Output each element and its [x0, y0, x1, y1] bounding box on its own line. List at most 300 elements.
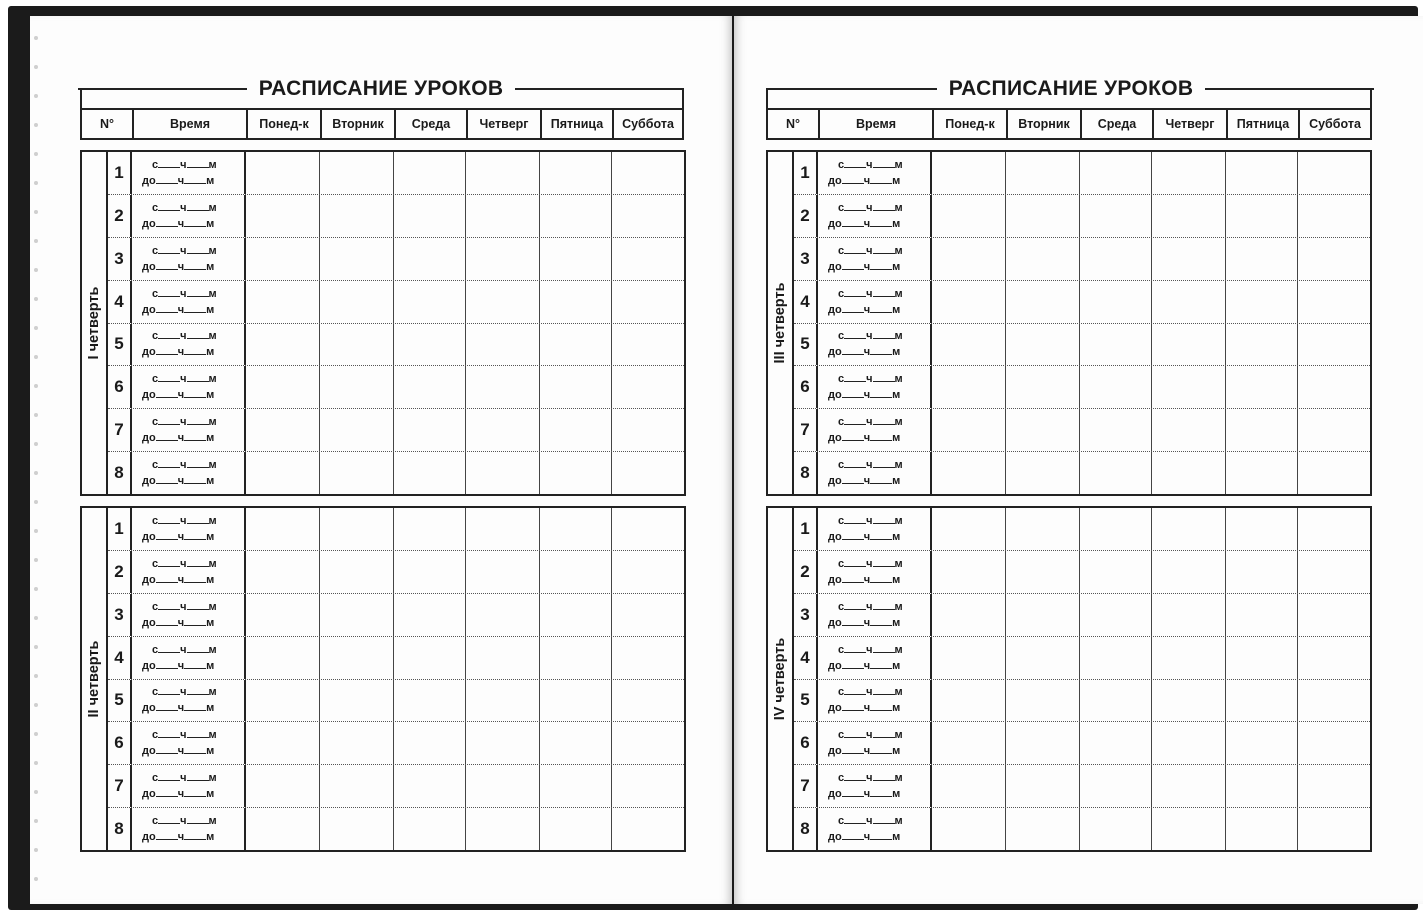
cell-monday[interactable]	[932, 508, 1006, 550]
time-prefix: с	[838, 459, 845, 472]
cell-thursday[interactable]	[1152, 366, 1226, 408]
cell-monday[interactable]	[246, 152, 320, 194]
cell-tuesday[interactable]	[320, 637, 394, 679]
cell-monday[interactable]	[246, 551, 320, 593]
cell-tuesday[interactable]	[320, 765, 394, 807]
cell-thursday[interactable]	[1152, 808, 1226, 850]
header-friday: Пятница	[542, 110, 614, 138]
cell-friday[interactable]	[540, 195, 612, 237]
cell-monday[interactable]	[932, 324, 1006, 366]
hours-unit: ч	[180, 600, 187, 613]
cell-monday[interactable]	[932, 409, 1006, 451]
cell-wednesday[interactable]	[1080, 366, 1152, 408]
cell-tuesday[interactable]	[320, 722, 394, 764]
cell-tuesday[interactable]	[320, 366, 394, 408]
cell-monday[interactable]	[932, 594, 1006, 636]
hours-blank	[156, 260, 178, 270]
cell-friday[interactable]	[540, 637, 612, 679]
cell-saturday[interactable]	[612, 722, 684, 764]
cell-saturday[interactable]	[1298, 508, 1370, 550]
cell-friday[interactable]	[540, 722, 612, 764]
cell-friday[interactable]	[540, 366, 612, 408]
cell-friday[interactable]	[1226, 594, 1298, 636]
cell-wednesday[interactable]	[1080, 195, 1152, 237]
lesson-time-cell[interactable]	[818, 281, 932, 323]
cell-saturday[interactable]	[612, 551, 684, 593]
cell-wednesday[interactable]	[394, 551, 466, 593]
time-prefix: с	[152, 772, 159, 785]
cell-tuesday[interactable]	[320, 195, 394, 237]
cell-friday[interactable]	[1226, 637, 1298, 679]
cell-saturday[interactable]	[612, 680, 684, 722]
cell-thursday[interactable]	[1152, 324, 1226, 366]
time-prefix: с	[838, 287, 845, 300]
cell-friday[interactable]	[540, 238, 612, 280]
cell-thursday[interactable]	[466, 152, 540, 194]
cell-monday[interactable]	[246, 594, 320, 636]
hours-blank	[156, 174, 178, 184]
cell-monday[interactable]	[932, 452, 1006, 494]
cell-wednesday[interactable]	[1080, 722, 1152, 764]
hours-blank	[842, 701, 864, 711]
minutes-blank	[187, 557, 209, 567]
cell-monday[interactable]	[246, 765, 320, 807]
cell-thursday[interactable]	[466, 508, 540, 550]
hours-blank	[158, 458, 180, 468]
lesson-time-cell[interactable]	[818, 409, 932, 451]
cell-tuesday[interactable]	[1006, 594, 1080, 636]
cell-thursday[interactable]	[466, 765, 540, 807]
hours-unit: ч	[177, 260, 185, 273]
cell-tuesday[interactable]	[1006, 551, 1080, 593]
cell-wednesday[interactable]	[394, 452, 466, 494]
cell-thursday[interactable]	[466, 281, 540, 323]
cell-tuesday[interactable]	[320, 238, 394, 280]
cell-tuesday[interactable]	[1006, 808, 1080, 850]
minutes-unit: м	[892, 432, 901, 445]
quarter-block	[80, 506, 686, 852]
cell-monday[interactable]	[932, 637, 1006, 679]
cell-wednesday[interactable]	[394, 594, 466, 636]
cell-saturday[interactable]	[612, 324, 684, 366]
cell-wednesday[interactable]	[1080, 637, 1152, 679]
cell-monday[interactable]	[246, 366, 320, 408]
cell-thursday[interactable]	[1152, 551, 1226, 593]
cell-wednesday[interactable]	[394, 765, 466, 807]
cell-saturday[interactable]	[1298, 195, 1370, 237]
cell-tuesday[interactable]	[320, 409, 394, 451]
cell-saturday[interactable]	[612, 366, 684, 408]
cell-wednesday[interactable]	[1080, 324, 1152, 366]
hours-unit: ч	[866, 158, 873, 171]
lesson-time-cell[interactable]	[818, 152, 932, 194]
cell-saturday[interactable]	[612, 508, 684, 550]
cell-thursday[interactable]	[466, 324, 540, 366]
cell-wednesday[interactable]	[394, 366, 466, 408]
cell-saturday[interactable]	[612, 195, 684, 237]
cell-saturday[interactable]	[1298, 722, 1370, 764]
cell-thursday[interactable]	[466, 366, 540, 408]
cell-monday[interactable]	[246, 238, 320, 280]
cell-tuesday[interactable]	[1006, 637, 1080, 679]
lesson-time-cell[interactable]	[132, 324, 246, 366]
hours-blank	[844, 372, 866, 382]
cell-saturday[interactable]	[612, 808, 684, 850]
lesson-time-cell[interactable]	[818, 637, 932, 679]
lesson-time-cell[interactable]	[132, 680, 246, 722]
hours-blank	[156, 217, 178, 227]
hours-blank	[156, 474, 178, 484]
cell-friday[interactable]	[540, 281, 612, 323]
cell-saturday[interactable]	[1298, 152, 1370, 194]
cell-tuesday[interactable]	[320, 508, 394, 550]
lesson-time-cell[interactable]	[132, 409, 246, 451]
cell-saturday[interactable]	[1298, 452, 1370, 494]
lesson-time-cell[interactable]	[132, 452, 246, 494]
minutes-blank	[873, 372, 895, 382]
lesson-time-cell[interactable]	[132, 765, 246, 807]
cell-monday[interactable]	[246, 195, 320, 237]
lesson-time-cell[interactable]	[132, 551, 246, 593]
lesson-time-cell[interactable]	[818, 195, 932, 237]
lesson-time-cell[interactable]	[818, 452, 932, 494]
header-saturday: Суббота	[622, 117, 674, 131]
cell-friday[interactable]	[1226, 366, 1298, 408]
lesson-time-cell[interactable]	[818, 594, 932, 636]
cell-wednesday[interactable]	[1080, 238, 1152, 280]
hours-blank	[158, 158, 180, 168]
hours-unit: ч	[180, 557, 187, 570]
hours-blank	[842, 474, 864, 484]
cell-thursday[interactable]	[466, 637, 540, 679]
cell-saturday[interactable]	[612, 152, 684, 194]
cell-tuesday[interactable]	[320, 152, 394, 194]
cell-monday[interactable]	[246, 637, 320, 679]
cell-friday[interactable]	[540, 765, 612, 807]
cell-friday[interactable]	[540, 551, 612, 593]
cell-friday[interactable]	[1226, 238, 1298, 280]
cell-monday[interactable]	[246, 808, 320, 850]
lesson-time-cell[interactable]	[818, 238, 932, 280]
cell-tuesday[interactable]	[320, 551, 394, 593]
lesson-number: 1	[794, 152, 818, 194]
cell-friday[interactable]	[1226, 765, 1298, 807]
hours-unit: ч	[180, 686, 187, 699]
cell-saturday[interactable]	[1298, 409, 1370, 451]
minutes-blank	[184, 174, 206, 184]
hole	[34, 819, 38, 823]
cell-wednesday[interactable]	[394, 409, 466, 451]
lesson-row	[108, 808, 684, 850]
lesson-time-cell[interactable]	[818, 551, 932, 593]
time-prefix: до	[142, 217, 156, 230]
cell-thursday[interactable]	[1152, 722, 1226, 764]
hours-unit: ч	[863, 260, 871, 273]
cell-friday[interactable]	[540, 452, 612, 494]
time-prefix: с	[152, 729, 159, 742]
minutes-blank	[187, 372, 209, 382]
time-to-line	[828, 216, 930, 232]
cell-saturday[interactable]	[1298, 808, 1370, 850]
cell-monday[interactable]	[246, 324, 320, 366]
cell-tuesday[interactable]	[1006, 281, 1080, 323]
time-to-line	[828, 700, 930, 716]
lesson-time-cell[interactable]	[132, 281, 246, 323]
cell-tuesday[interactable]	[320, 281, 394, 323]
cell-monday[interactable]	[932, 808, 1006, 850]
cell-saturday[interactable]	[612, 238, 684, 280]
cell-tuesday[interactable]	[320, 594, 394, 636]
cell-tuesday[interactable]	[320, 808, 394, 850]
cell-friday[interactable]	[540, 594, 612, 636]
cell-monday[interactable]	[932, 551, 1006, 593]
cell-friday[interactable]	[540, 808, 612, 850]
cell-thursday[interactable]	[466, 195, 540, 237]
cell-friday[interactable]	[1226, 508, 1298, 550]
minutes-unit: м	[892, 616, 901, 629]
lesson-time-cell[interactable]	[132, 508, 246, 550]
cell-wednesday[interactable]	[394, 637, 466, 679]
cell-tuesday[interactable]	[1006, 366, 1080, 408]
cell-saturday[interactable]	[1298, 594, 1370, 636]
cell-friday[interactable]	[1226, 808, 1298, 850]
cell-monday[interactable]	[932, 238, 1006, 280]
lesson-time-cell[interactable]	[132, 637, 246, 679]
cell-monday[interactable]	[246, 508, 320, 550]
cell-tuesday[interactable]	[320, 324, 394, 366]
cell-thursday[interactable]	[1152, 508, 1226, 550]
cell-wednesday[interactable]	[1080, 594, 1152, 636]
hours-unit: ч	[866, 201, 873, 214]
cell-wednesday[interactable]	[394, 238, 466, 280]
minutes-blank	[873, 415, 895, 425]
cell-tuesday[interactable]	[1006, 152, 1080, 194]
time-to-line	[142, 473, 244, 489]
cell-thursday[interactable]	[466, 452, 540, 494]
cell-saturday[interactable]	[612, 281, 684, 323]
minutes-unit: м	[892, 573, 901, 586]
cell-tuesday[interactable]	[1006, 765, 1080, 807]
lesson-time-cell[interactable]	[818, 366, 932, 408]
lesson-time-cell[interactable]	[132, 238, 246, 280]
lesson-time-cell[interactable]	[132, 808, 246, 850]
lesson-time-cell[interactable]	[818, 508, 932, 550]
minutes-blank	[187, 158, 209, 168]
cell-wednesday[interactable]	[394, 324, 466, 366]
cell-thursday[interactable]	[1152, 452, 1226, 494]
cell-wednesday[interactable]	[394, 195, 466, 237]
cell-friday[interactable]	[540, 324, 612, 366]
cell-friday[interactable]	[540, 152, 612, 194]
cell-wednesday[interactable]	[1080, 152, 1152, 194]
cell-thursday[interactable]	[1152, 594, 1226, 636]
cell-monday[interactable]	[246, 409, 320, 451]
lesson-time-cell[interactable]	[818, 324, 932, 366]
cell-thursday[interactable]	[1152, 680, 1226, 722]
lesson-time-cell[interactable]	[132, 366, 246, 408]
cell-tuesday[interactable]	[1006, 238, 1080, 280]
time-prefix: с	[152, 514, 159, 527]
lesson-row	[108, 409, 684, 452]
cell-monday[interactable]	[246, 722, 320, 764]
time-prefix: до	[142, 303, 156, 316]
minutes-unit: м	[206, 432, 215, 445]
minutes-unit: м	[206, 745, 215, 758]
cell-saturday[interactable]	[1298, 680, 1370, 722]
cell-monday[interactable]	[932, 281, 1006, 323]
cell-friday[interactable]	[1226, 152, 1298, 194]
cell-friday[interactable]	[1226, 281, 1298, 323]
cell-wednesday[interactable]	[1080, 452, 1152, 494]
cell-wednesday[interactable]	[394, 808, 466, 850]
cell-tuesday[interactable]	[1006, 409, 1080, 451]
cell-thursday[interactable]	[1152, 152, 1226, 194]
cell-monday[interactable]	[932, 680, 1006, 722]
lesson-time-cell[interactable]	[818, 808, 932, 850]
cell-wednesday[interactable]	[1080, 680, 1152, 722]
lesson-time-cell[interactable]	[818, 722, 932, 764]
cell-friday[interactable]	[1226, 195, 1298, 237]
lesson-row	[108, 195, 684, 238]
minutes-unit: м	[892, 217, 901, 230]
cell-tuesday[interactable]	[320, 680, 394, 722]
lesson-time-cell[interactable]	[132, 152, 246, 194]
cell-friday[interactable]	[1226, 551, 1298, 593]
cell-friday[interactable]	[1226, 409, 1298, 451]
cell-tuesday[interactable]	[1006, 722, 1080, 764]
cell-thursday[interactable]	[466, 594, 540, 636]
cell-saturday[interactable]	[1298, 281, 1370, 323]
cell-saturday[interactable]	[1298, 551, 1370, 593]
hours-blank	[842, 530, 864, 540]
lesson-row	[108, 722, 684, 765]
minutes-unit: м	[894, 244, 903, 257]
cell-thursday[interactable]	[1152, 195, 1226, 237]
lesson-time-cell[interactable]	[132, 195, 246, 237]
minutes-unit: м	[894, 815, 903, 828]
cell-friday[interactable]	[1226, 324, 1298, 366]
hours-blank	[158, 643, 180, 653]
cell-tuesday[interactable]	[320, 452, 394, 494]
cell-monday[interactable]	[246, 281, 320, 323]
cell-thursday[interactable]	[1152, 238, 1226, 280]
cell-tuesday[interactable]	[1006, 324, 1080, 366]
cell-thursday[interactable]	[1152, 637, 1226, 679]
header-thursday: Четверг	[468, 110, 542, 138]
cell-wednesday[interactable]	[394, 281, 466, 323]
cell-tuesday[interactable]	[1006, 452, 1080, 494]
minutes-unit: м	[894, 287, 903, 300]
cell-saturday[interactable]	[612, 452, 684, 494]
lesson-row	[108, 680, 684, 723]
cell-saturday[interactable]	[1298, 637, 1370, 679]
cell-wednesday[interactable]	[1080, 281, 1152, 323]
cell-thursday[interactable]	[466, 680, 540, 722]
hours-blank	[844, 600, 866, 610]
cell-thursday[interactable]	[1152, 281, 1226, 323]
cell-friday[interactable]	[540, 508, 612, 550]
cell-tuesday[interactable]	[1006, 680, 1080, 722]
minutes-unit: м	[208, 244, 217, 257]
lesson-number: 4	[794, 637, 818, 679]
cell-friday[interactable]	[540, 409, 612, 451]
cell-friday[interactable]	[1226, 452, 1298, 494]
quarter-block	[766, 506, 1372, 852]
hole	[34, 123, 38, 127]
cell-saturday[interactable]	[612, 765, 684, 807]
hours-blank	[844, 771, 866, 781]
cell-wednesday[interactable]	[394, 680, 466, 722]
lesson-number: 3	[108, 594, 132, 636]
lesson-row	[108, 238, 684, 281]
hours-unit: ч	[180, 729, 187, 742]
minutes-blank	[870, 303, 892, 313]
cell-wednesday[interactable]	[1080, 808, 1152, 850]
cell-monday[interactable]	[932, 765, 1006, 807]
cell-saturday[interactable]	[1298, 324, 1370, 366]
cell-monday[interactable]	[932, 152, 1006, 194]
hours-unit: ч	[177, 788, 185, 801]
minutes-unit: м	[206, 174, 215, 187]
cell-wednesday[interactable]	[1080, 551, 1152, 593]
lesson-time-cell[interactable]	[132, 722, 246, 764]
minutes-unit: м	[206, 475, 215, 488]
hours-blank	[842, 303, 864, 313]
cell-monday[interactable]	[932, 722, 1006, 764]
cell-monday[interactable]	[246, 680, 320, 722]
cell-friday[interactable]	[540, 680, 612, 722]
cell-thursday[interactable]	[466, 551, 540, 593]
cell-saturday[interactable]	[1298, 238, 1370, 280]
lesson-time-cell[interactable]	[818, 765, 932, 807]
cell-friday[interactable]	[1226, 722, 1298, 764]
lesson-row	[108, 366, 684, 409]
minutes-blank	[187, 415, 209, 425]
cell-tuesday[interactable]	[1006, 508, 1080, 550]
hours-unit: ч	[180, 514, 187, 527]
cell-saturday[interactable]	[1298, 765, 1370, 807]
lesson-time-cell[interactable]	[818, 680, 932, 722]
cell-thursday[interactable]	[1152, 409, 1226, 451]
minutes-blank	[184, 787, 206, 797]
cell-wednesday[interactable]	[394, 722, 466, 764]
lesson-time-cell[interactable]	[132, 594, 246, 636]
cell-monday[interactable]	[246, 452, 320, 494]
cell-thursday[interactable]	[466, 409, 540, 451]
cell-wednesday[interactable]	[394, 508, 466, 550]
cell-wednesday[interactable]	[1080, 409, 1152, 451]
cell-thursday[interactable]	[466, 722, 540, 764]
cell-friday[interactable]	[1226, 680, 1298, 722]
cell-wednesday[interactable]	[1080, 508, 1152, 550]
cell-saturday[interactable]	[1298, 366, 1370, 408]
cell-saturday[interactable]	[612, 409, 684, 451]
minutes-unit: м	[206, 831, 215, 844]
cell-monday[interactable]	[932, 366, 1006, 408]
cell-thursday[interactable]	[466, 238, 540, 280]
header-row	[82, 108, 682, 138]
cell-thursday[interactable]	[1152, 765, 1226, 807]
cell-wednesday[interactable]	[1080, 765, 1152, 807]
cell-tuesday[interactable]	[1006, 195, 1080, 237]
cell-thursday[interactable]	[466, 808, 540, 850]
cell-monday[interactable]	[932, 195, 1006, 237]
cell-saturday[interactable]	[612, 594, 684, 636]
cell-saturday[interactable]	[612, 637, 684, 679]
hours-blank	[844, 728, 866, 738]
cell-wednesday[interactable]	[394, 152, 466, 194]
minutes-blank	[870, 530, 892, 540]
